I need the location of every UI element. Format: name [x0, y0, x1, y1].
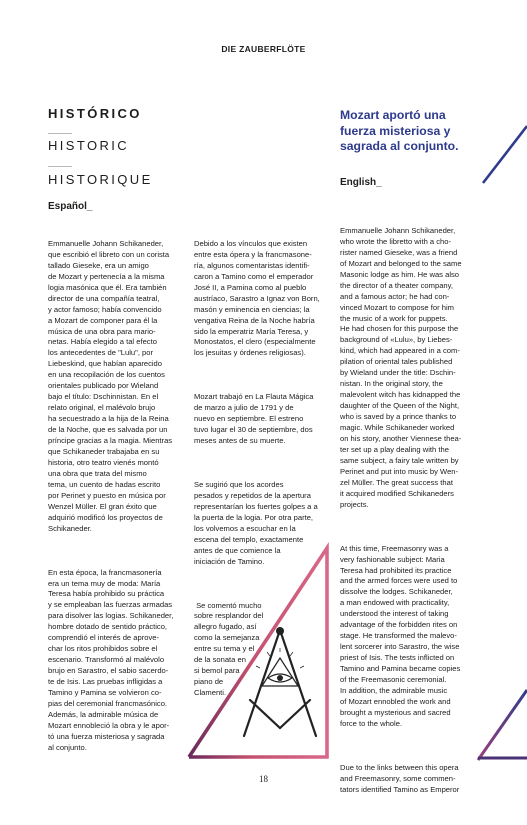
triangle-right-outline — [481, 586, 527, 757]
heading-spanish: HISTÓRICO — [48, 106, 142, 121]
pull-quote: Mozart aportó una fuerza misteriosa y sagrada al conjunto. — [340, 108, 459, 153]
paragraph: Debido a los vínculos que existen entre esta ópera y la francmasone- ría, algunos comentaristas identifi- caron a Tamino como el emperador José II, a Pamina como al pueblo austríaco, Sarastro a Ignaz von Born, masón y eminencia en ciencias; la vengativa Reina de la Noche habría sido la emperatriz María Teresa, y Monostatos, el clero (especialmente los jesuitas y órdenes religiosas). — [194, 238, 320, 358]
paragraph: Emmanuelle Johann Schikaneder, que escribió el libreto con un corista tallado Gieseke, era un amigo de Mozart y pertenecía a la misma logia masónica que él. Era también director de una compañía teatral, y actor famoso; había convencido a Mozart de componer para él la música de una obra para mario- netas. Había elegido a tal efecto los antecedentes de "Lulu", por Liebeskind, que habían aparecido en una recopilación de los cuentos orientales publicado por Wieland bajo el título: Dschinnistan. En el relato original, el malévolo brujo ha secuestrado a la hija de la Reina de la Noche, que es salvada por un príncipe gracias a la magia. Mientras que Schikaneder trabajaba en su historia, otro teatro vienés montó una obra que trata del mismo tema, un cuento de hadas escrito por Perinet y puesto en música por Wenzel Müller. El gran éxito que adquirió modificó los proyectos de Schikaneder. — [48, 238, 173, 533]
page-number: 18 — [259, 774, 268, 784]
paragraph: At this time, Freemasonry was a very fashionable subject: Maria Teresa had prohibited its practice and the armed forces were used to dissolve the lodges. Schikaneder, a man endowed with practicality, understood the interest of taking advantage of the forbidden rites on stage. He transformed the malevo- lent sorcerer into Sarastro, the wise priest of Isis. The tests inflicted on Tamino and Pamina became copies of the Freemasonic ceremonial. In addition, the admirable music of Mozart ennobled the work and brought a mysterious and sacred force to the whole. — [340, 543, 461, 728]
english-section-label: English_ — [340, 177, 382, 188]
running-title: DIE ZAUBERFLÖTE — [221, 44, 306, 54]
paragraph: En esta época, la francmasonería era un tema muy de moda: María Teresa había prohibido su práctica y se empleaban las fuerzas armadas para disolver las logias. Schikaneder, hombre dotado de sentido práctico, comprendió el interés de aprove- char los ritos prohibidos sobre el escenario. Transformó al malévolo brujo en Sarastro, el sabio sacerdo- te de Isis. Las pruebas infligidas a Tamino y Pamina se volvieron co- pias del ceremonial francmasónico. Además, la admirable música de Mozart ennobleció la obra y le apor- tó una fuerza misteriosa y sagrada al conjunto. — [48, 567, 174, 752]
paragraph: Due to the links between this opera and Freemasonry, some commen- tators identified Tamino as Emperor — [340, 762, 460, 794]
spanish-column-2 — [194, 217, 320, 710]
paragraph: Mozart trabajó en La Flauta Mágica de marzo a julio de 1791 y de nuevo en septiembre. El estreno tuvo lugar el 30 de septiembre, dos meses antes de su muerte. — [194, 392, 314, 446]
triangle-right-lower — [478, 690, 527, 760]
spanish-section-label: Español_ — [48, 201, 93, 212]
heading-english: HISTORIC — [48, 138, 130, 153]
heading-french: HISTORIQUE — [48, 172, 153, 187]
paragraph: Se comentó mucho sobre resplandor del allegro fugado, así como la semejanza entre su tema y el de la sonata en si bemol para piano de Clamenti. — [194, 600, 264, 698]
heading-divider — [48, 133, 72, 134]
paragraph: Se sugirió que los acordes pesados y repetidos de la apertura representarían los fuertes golpes a a la puerta de la logia. Por otra parte, los volvemos a escuchar en la escena del templo, exactamente antes de que comience la iniciación de Tamino. — [194, 479, 318, 566]
paragraph: Emmanuelle Johann Schikaneder, who wrote the libretto with a cho- rister named Gieseke, was a friend of Mozart and belonged to the same Masonic lodge as him. He was also the director of a theater company, and a famous actor; he had con- vinced Mozart to compose for him the music of a work for puppets. He had chosen for this purpose the background of «Lulu», by Liebes- kind, which had appeared in a com- pilation of oriental tales published by Wieland under the title: Dschin- nistan. In the original story, the malevolent witch has kidnapped the daughter of the Queen of the Night, who is saved by a prince thanks to magic. While Schikaneder worked on his story, another Viennese thea- ter set up a play dealing with the same subject, a fairy tale written by Perinet and put into music by Wen- zel Müller. The great success that it acquired modified Schikaneders projects. — [340, 225, 462, 509]
spanish-column-1 — [48, 217, 173, 765]
heading-divider — [48, 166, 72, 167]
english-column — [340, 204, 462, 807]
